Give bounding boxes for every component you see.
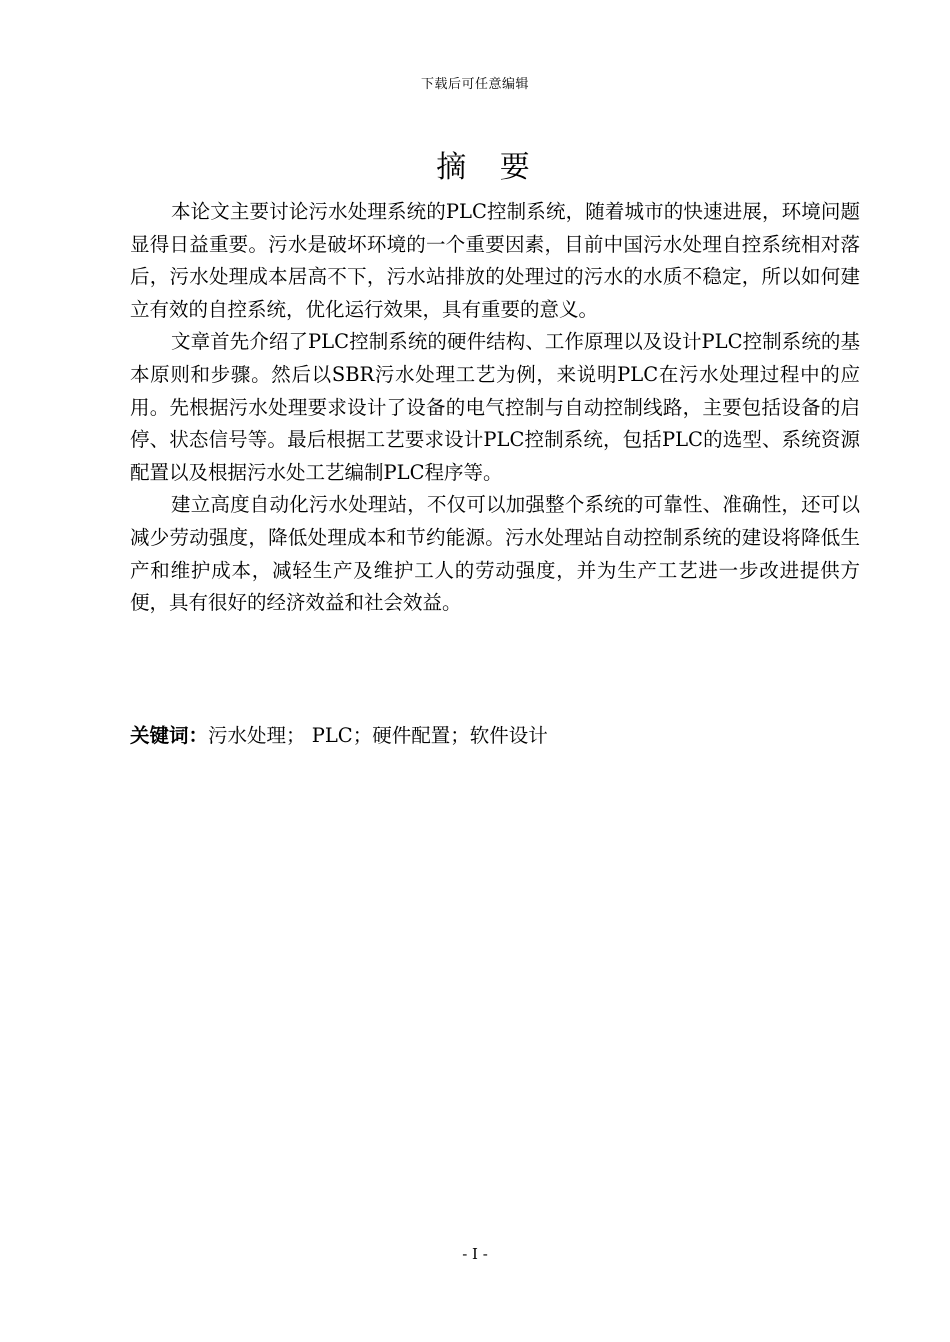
page-number: - I - [462, 1245, 488, 1263]
abstract-paragraph: 本论文主要讨论污水处理系统的PLC控制系统，随着城市的快速进展，环境问题显得日益重要。污水是破坏环境的一个重要因素，目前中国污水处理自控系统相对落后，污水处理成本居高不下，污水站排放的处理过的污水的水质不稳定，所以如何建立有效的自控系统，优化运行效果，具有重要的意义。 [130, 200, 860, 321]
keywords-line [130, 721, 860, 751]
keywords-value: 污水处理； PLC；硬件配置；软件设计 [208, 724, 548, 747]
abstract-paragraph: 建立高度自动化污水处理站，不仅可以加强整个系统的可靠性、准确性，还可以减少劳动强度，降低处理成本和节约能源。污水处理站自动控制系统的建设将降低生产和维护成本，减轻生产及维护工人的劳动强度，并为生产工艺进一步改进提供方便，具有很好的经济效益和社会效益。 [130, 493, 860, 615]
keywords-label: 关键词： [130, 724, 209, 747]
abstract-title: 摘 要 [436, 150, 542, 185]
header-note: 下载后可任意编辑 [420, 77, 529, 92]
abstract-paragraph: 文章首先介绍了PLC控制系统的硬件结构、工作原理以及设计PLC控制系统的基本原则和步骤。然后以SBR污水处理工艺为例，来说明PLC在污水处理过程中的应用。先根据污水处理要求设计了设备的电气控制与自动控制线路，主要包括设备的启停、状态信号等。最后根据工艺要求设计PLC控制系统，包括PLC的选型、系统资源配置以及根据污水处工艺编制PLC程序等。 [130, 330, 860, 484]
abstract-body [130, 196, 860, 620]
